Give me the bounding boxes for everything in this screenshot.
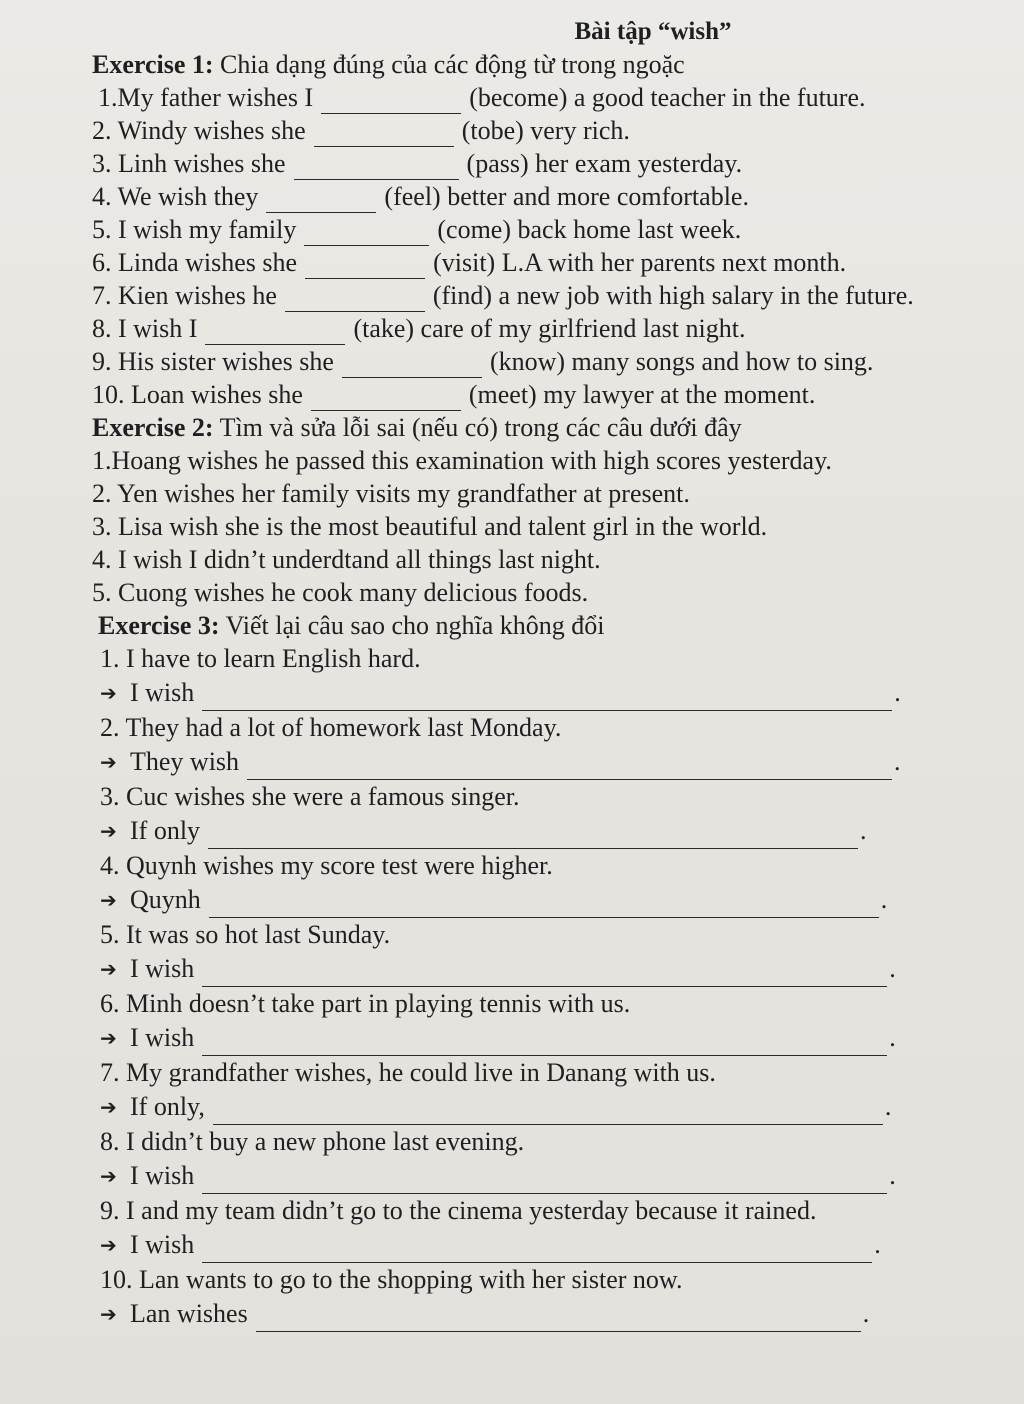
answer-line[interactable] <box>208 828 858 849</box>
answer-line[interactable] <box>256 1311 861 1332</box>
exercise-1-item <box>92 213 994 246</box>
answer-line[interactable] <box>202 1035 887 1056</box>
exercise-3-sentence: 10. Lan wants to go to the shopping with her sister now. <box>100 1265 683 1294</box>
item-text: (feel) better and more comfortable. <box>384 182 749 211</box>
answer-line[interactable] <box>202 1173 887 1194</box>
item-text: 4. We wish they <box>92 182 259 211</box>
exercise-3-answer-row <box>92 675 994 711</box>
exercise-2-list <box>92 444 994 609</box>
worksheet-title: Bài tập “wish” <box>574 18 732 45</box>
period: . <box>884 1092 892 1121</box>
answer-blank[interactable] <box>305 258 425 279</box>
arrow-icon: ➔ <box>100 750 117 774</box>
period: . <box>894 678 901 707</box>
answer-prompt: Lan wishes <box>130 1299 248 1328</box>
arrow-icon: ➔ <box>100 1026 117 1050</box>
period: . <box>880 885 888 914</box>
exercise-1-item <box>92 81 994 114</box>
answer-line[interactable] <box>213 1104 883 1125</box>
arrow-icon: ➔ <box>100 1233 117 1257</box>
period: . <box>874 1230 881 1259</box>
answer-prompt: If only <box>130 816 201 845</box>
exercise-1-item <box>92 246 994 279</box>
exercise-1-item <box>92 378 994 411</box>
exercise-3-sentence: 7. My grandfather wishes, he could live in Danang with us. <box>100 1058 716 1087</box>
exercise-1-item <box>92 114 994 147</box>
exercise-3-sentence: 4. Quynh wishes my score test were higher. <box>100 851 553 880</box>
exercise-2-instruction: Tìm và sửa lỗi sai (nếu có) trong các câu dưới đây <box>219 413 742 442</box>
arrow-icon: ➔ <box>100 819 117 843</box>
answer-blank[interactable] <box>294 159 459 180</box>
item-text: (come) back home last week. <box>437 215 742 244</box>
exercise-3-answer-row <box>92 951 994 987</box>
answer-blank[interactable] <box>304 225 429 246</box>
item-text: 8. I wish I <box>92 314 198 343</box>
item-text: (pass) her exam yesterday. <box>466 149 743 178</box>
answer-line[interactable] <box>202 1242 872 1263</box>
answer-line[interactable] <box>209 897 879 918</box>
exercise-1-list <box>92 81 994 411</box>
exercise-3-list <box>92 642 994 1332</box>
answer-prompt: Quynh <box>130 885 201 914</box>
exercise-2-item: 1.Hoang wishes he passed this examination with high scores yesterday. <box>92 446 832 475</box>
exercise-1-item <box>92 180 994 213</box>
arrow-icon: ➔ <box>100 888 117 912</box>
exercise-2-item: 4. I wish I didn’t underdtand all things last night. <box>92 545 601 574</box>
exercise-3-answer-row <box>92 1020 994 1056</box>
exercise-3-answer-row <box>92 1158 994 1194</box>
exercise-3-heading <box>92 609 994 642</box>
arrow-icon: ➔ <box>100 1164 117 1188</box>
answer-prompt: I wish <box>130 954 195 983</box>
exercise-1-instruction: Chia dạng đúng của các động từ trong ngoặc <box>220 50 685 79</box>
answer-blank[interactable] <box>321 93 461 114</box>
arrow-icon: ➔ <box>100 957 117 981</box>
exercise-2-item: 3. Lisa wish she is the most beautiful and talent girl in the world. <box>92 512 768 541</box>
item-text: 9. His sister wishes she <box>92 347 334 376</box>
exercise-1-item <box>92 312 994 345</box>
answer-line[interactable] <box>247 759 892 780</box>
answer-prompt: I wish <box>130 678 195 707</box>
exercise-3-sentence: 5. It was so hot last Sunday. <box>100 920 391 949</box>
exercise-3-answer-row <box>92 1089 994 1125</box>
exercise-3-sentence: 8. I didn’t buy a new phone last evening. <box>100 1127 525 1156</box>
answer-blank[interactable] <box>314 126 454 147</box>
period: . <box>860 816 867 845</box>
answer-blank[interactable] <box>285 291 425 312</box>
exercise-3-instruction: Viết lại câu sao cho nghĩa không đổi <box>225 611 605 640</box>
arrow-icon: ➔ <box>100 1302 117 1326</box>
item-text: (find) a new job with high salary in the future. <box>432 281 914 310</box>
exercise-2-item: 5. Cuong wishes he cook many delicious foods. <box>92 578 589 607</box>
period: . <box>889 1161 896 1190</box>
exercise-3-sentence: 9. I and my team didn’t go to the cinema yesterday because it rained. <box>100 1196 817 1225</box>
answer-blank[interactable] <box>342 357 482 378</box>
answer-prompt: If only, <box>130 1092 205 1121</box>
item-text: 6. Linda wishes she <box>92 248 298 277</box>
exercise-1-item <box>92 279 994 312</box>
item-text: 5. I wish my family <box>92 215 297 244</box>
exercise-1-label: Exercise 1: <box>92 50 214 79</box>
period: . <box>862 1299 870 1328</box>
item-text: 3. Linh wishes she <box>92 149 286 178</box>
exercise-2-heading <box>92 411 994 444</box>
exercise-1-heading <box>92 48 994 81</box>
exercise-3-label: Exercise 3: <box>98 611 220 640</box>
exercise-3-answer-row <box>92 813 994 849</box>
answer-line[interactable] <box>202 966 887 987</box>
answer-prompt: I wish <box>130 1023 195 1052</box>
item-text: (become) a good teacher in the future. <box>469 83 866 112</box>
exercise-1-item <box>92 147 994 180</box>
exercise-2-item: 2. Yen wishes her family visits my grandfather at present. <box>92 479 690 508</box>
exercise-3-answer-row <box>92 744 994 780</box>
item-text: (meet) my lawyer at the moment. <box>468 380 816 409</box>
exercise-2-label: Exercise 2: <box>92 413 214 442</box>
exercise-1-item <box>92 345 994 378</box>
answer-blank[interactable] <box>266 192 376 213</box>
arrow-icon: ➔ <box>100 681 117 705</box>
period: . <box>894 747 901 776</box>
answer-blank[interactable] <box>205 324 345 345</box>
exercise-3-answer-row <box>92 1296 994 1332</box>
answer-prompt: I wish <box>130 1161 195 1190</box>
item-text: (take) care of my girlfriend last night. <box>353 314 746 343</box>
arrow-icon: ➔ <box>100 1095 117 1119</box>
item-text: 2. Windy wishes she <box>92 116 306 145</box>
exercise-3-sentence: 6. Minh doesn’t take part in playing tennis with us. <box>100 989 631 1018</box>
answer-prompt: I wish <box>130 1230 195 1259</box>
item-text: (visit) L.A with her parents next month. <box>433 248 847 277</box>
item-text: 1.My father wishes I <box>98 83 314 112</box>
item-text: 7. Kien wishes he <box>92 281 277 310</box>
period: . <box>889 954 896 983</box>
answer-blank[interactable] <box>311 390 461 411</box>
exercise-3-sentence: 2. They had a lot of homework last Monday. <box>100 713 562 742</box>
answer-prompt: They wish <box>130 747 240 776</box>
item-text: 10. Loan wishes she <box>92 380 303 409</box>
item-text: (know) many songs and how to sing. <box>489 347 874 376</box>
exercise-3-answer-row <box>92 882 994 918</box>
period: . <box>889 1023 896 1052</box>
exercise-3-sentence: 1. I have to learn English hard. <box>100 644 421 673</box>
exercise-3-sentence: 3. Cuc wishes she were a famous singer. <box>100 782 520 811</box>
answer-line[interactable] <box>202 690 892 711</box>
exercise-3-answer-row <box>92 1227 994 1263</box>
item-text: (tobe) very rich. <box>461 116 630 145</box>
